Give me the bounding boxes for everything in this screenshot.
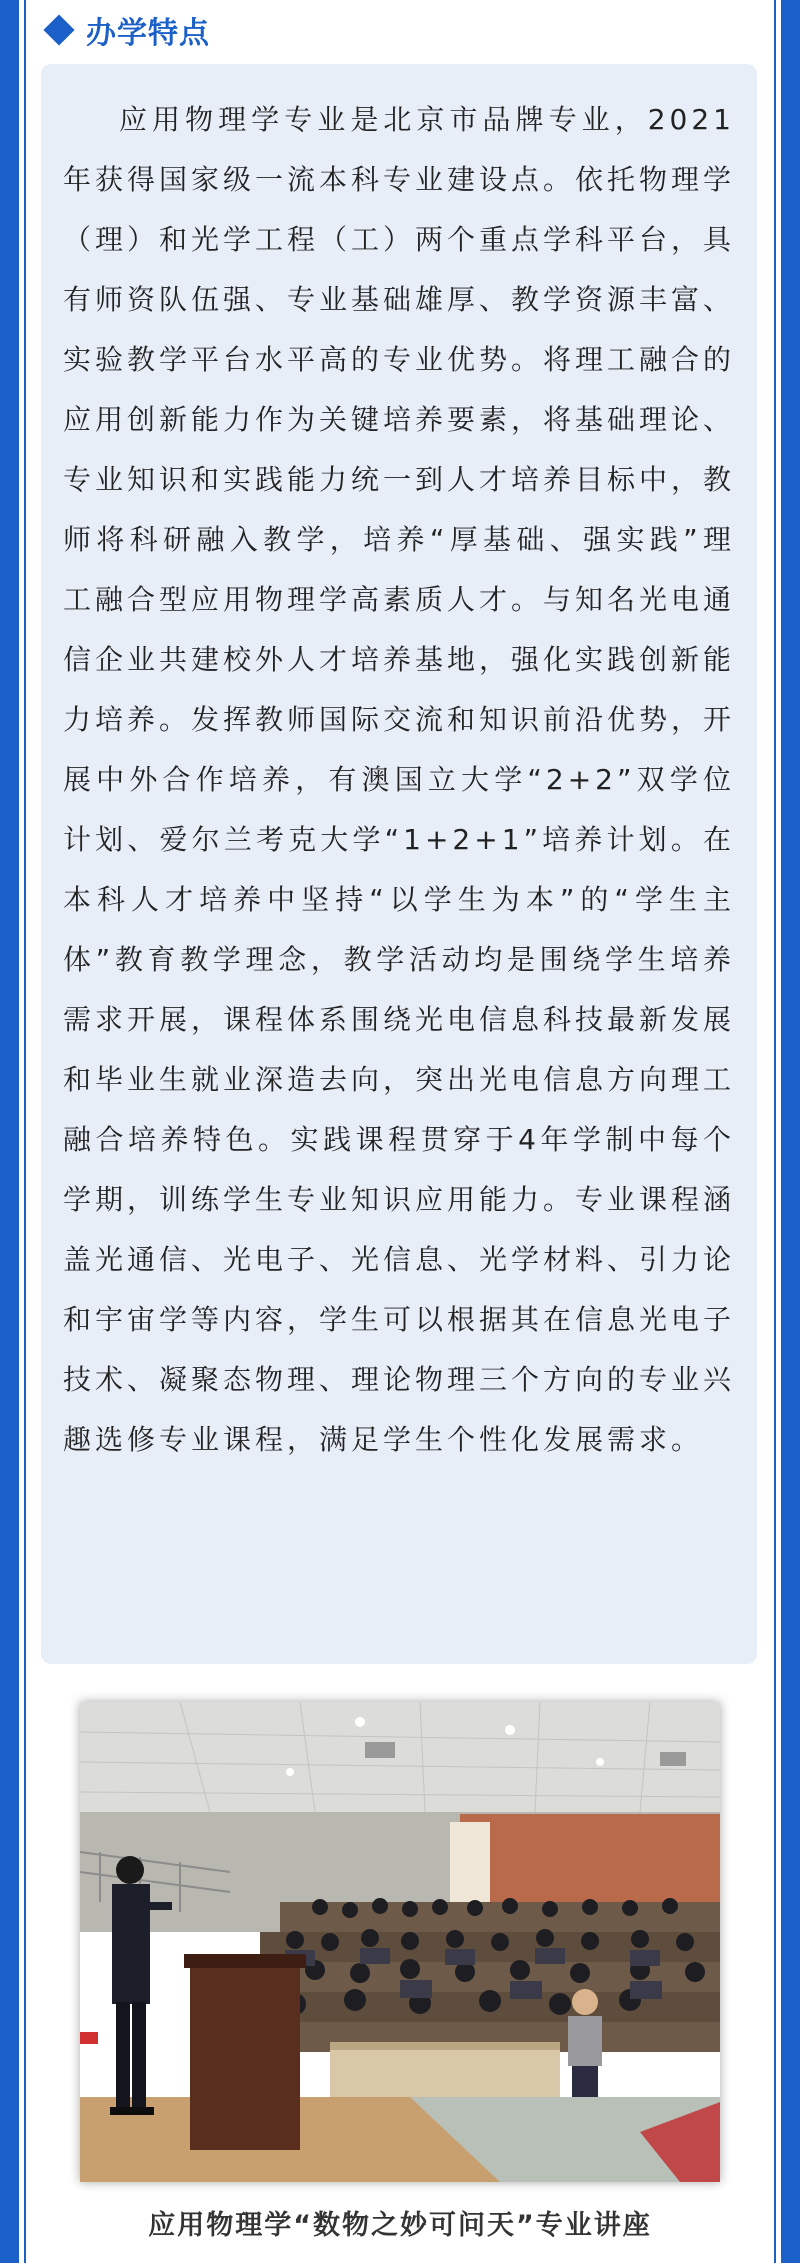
content-card [41, 64, 757, 1664]
diamond-bullet-icon [43, 14, 74, 45]
right-border-line [774, 0, 776, 2263]
photo-caption: 应用物理学“数物之妙可问天”专业讲座 [148, 2210, 652, 2241]
section-header [44, 8, 210, 52]
right-border-gap [776, 0, 781, 2263]
left-border-bar [0, 0, 19, 2263]
lecture-photo [80, 1702, 720, 2182]
right-border-bar [781, 0, 800, 2263]
body-paragraph: 应用物理学专业是北京市品牌专业，2021年获得国家级一流本科专业建设点。依托物理学（理）和光学工程（工）两个重点学科平台，具有师资队伍强、专业基础雄厚、教学资源丰富、实验教学平台水平高的专业优势。将理工融合的应用创新能力作为关键培养要素，将基础理论、专业知识和实践能力统一到人才培养目标中，教师将科研融入教学，培养“厚基础、强实践”理工融合型应用物理学高素质人才。与知名光电通信企业共建校外人才培养基地，强化实践创新能力培养。发挥教师国际交流和知识前沿优势，开展中外合作培养，有澳国立大学“2+2”双学位计划、爱尔兰考克大学“1+2+1”培养计划。在本科人才培养中坚持“以学生为本”的“学生主体”教育教学理念，教学活动均是围绕学生培养需求开展，课程体系围绕光电信息科技最新发展和毕业生就业深造去向，突出光电信息方向理工融合培养特色。实践课程贯穿于4年学制中每个学期，训练学生专业知识应用能力。专业课程涵盖光通信、光电子、光信息、光学材料、引力论和宇宙学等内容，学生可以根据其在信息光电子技术、凝聚态物理、理论物理三个方向的专业兴趣选修专业课程，满足学生个性化发展需求。 [63, 103, 736, 1456]
section-title: 办学特点 [86, 16, 210, 51]
left-border-line [24, 0, 26, 2263]
